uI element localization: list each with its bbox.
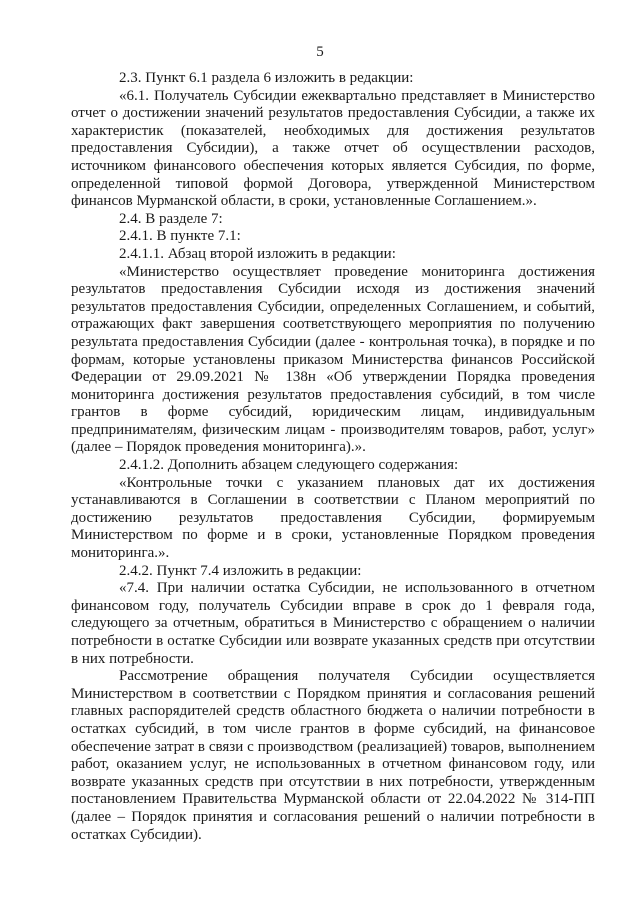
paragraph-2-4-1-2: 2.4.1.2. Дополнить абзацем следующего содержания: bbox=[119, 457, 459, 474]
paragraph-review-text: Рассмотрение обращения получателя Субсидии осуществляется Министерством в соответствии с Порядком принятия и согласования решений главных распорядителей средств областного бюджета о наличии потребности в остатках субсидий, в том числе грантов в форме субсидий, на финансовое обеспечение затрат в связи с производством (реализацией) товаров, выполнением работ, оказанием услуг, не использованных в отчетном финансовом году, или возврате указанных средств при отсутствии в них потребности, утвержденным постановлением Правительства Мурманской области от 22.04.2022 № 314-ПП (далее – Порядок принятия и согласования решений о наличии потребности в остатках Субсидии). bbox=[71, 668, 595, 843]
paragraph-2-4: 2.4. В разделе 7: bbox=[119, 210, 223, 227]
paragraph-2-4-1-1: 2.4.1.1. Абзац второй изложить в редакции: bbox=[119, 245, 396, 262]
paragraph-2-4-1: 2.4.1. В пункте 7.1: bbox=[119, 228, 241, 245]
paragraph-6-1-text: «6.1. Получатель Субсидии ежеквартально представляет в Министерство отчет о достижении значений результатов предоставления Субсидии, а также их характеристик (показателей, необходимых для достижения результатов предоставления Субсидии), а также отчет об осуществлении расходов, источником финансового обеспечения которых является Субсидия, по форме, определенной типовой формой Договора, утвержденной Министерством финансов Мурманской области, в сроки, установленные Соглашением.». bbox=[71, 87, 595, 210]
paragraph-monitoring-text: «Министерство осуществляет проведение мониторинга достижения результатов предоставления Субсидии исходя из достижения значений результатов предоставления Субсидии, определенных Соглашением, и событий, отражающих факт завершения соответствующего мероприятия по получению результата предоставления Субсидии (далее - контрольная точка), в порядке и по формам, которые установлены приказом Министерства финансов Российской Федерации от 29.09.2021 № 138н «Об утверждении Порядка проведения мониторинга достижения результатов предоставления субсидий, в том числе грантов в форме субсидий, юридическим лицам, индивидуальным предпринимателям, физическим лицам - производителям товаров, работ, услуг» (далее – Порядок проведения мониторинга).». bbox=[71, 263, 595, 456]
paragraph-2-3: 2.3. Пункт 6.1 раздела 6 изложить в редакции: bbox=[119, 70, 414, 86]
page-number: 5 bbox=[316, 44, 324, 60]
document-body bbox=[71, 70, 595, 844]
paragraph-control-points-text: «Контрольные точки с указанием плановых дат их достижения устанавливаются в Соглашении в соответствии с Планом мероприятий по достижению результатов предоставления Субсидии, формируемым Министерством по форме и в сроки, установленные Порядком проведения мониторинга.». bbox=[71, 474, 595, 562]
paragraph-2-4-2: 2.4.2. Пункт 7.4 изложить в редакции: bbox=[119, 562, 362, 579]
paragraph-7-4-text: «7.4. При наличии остатка Субсидии, не использованного в отчетном финансовом году, получатель Субсидии вправе в срок до 1 февраля года, следующего за отчетным, обратиться в Министерство с обращением о наличии потребности в остатке Субсидии или возврате указанных средств при отсутствии в них потребности. bbox=[71, 580, 595, 667]
